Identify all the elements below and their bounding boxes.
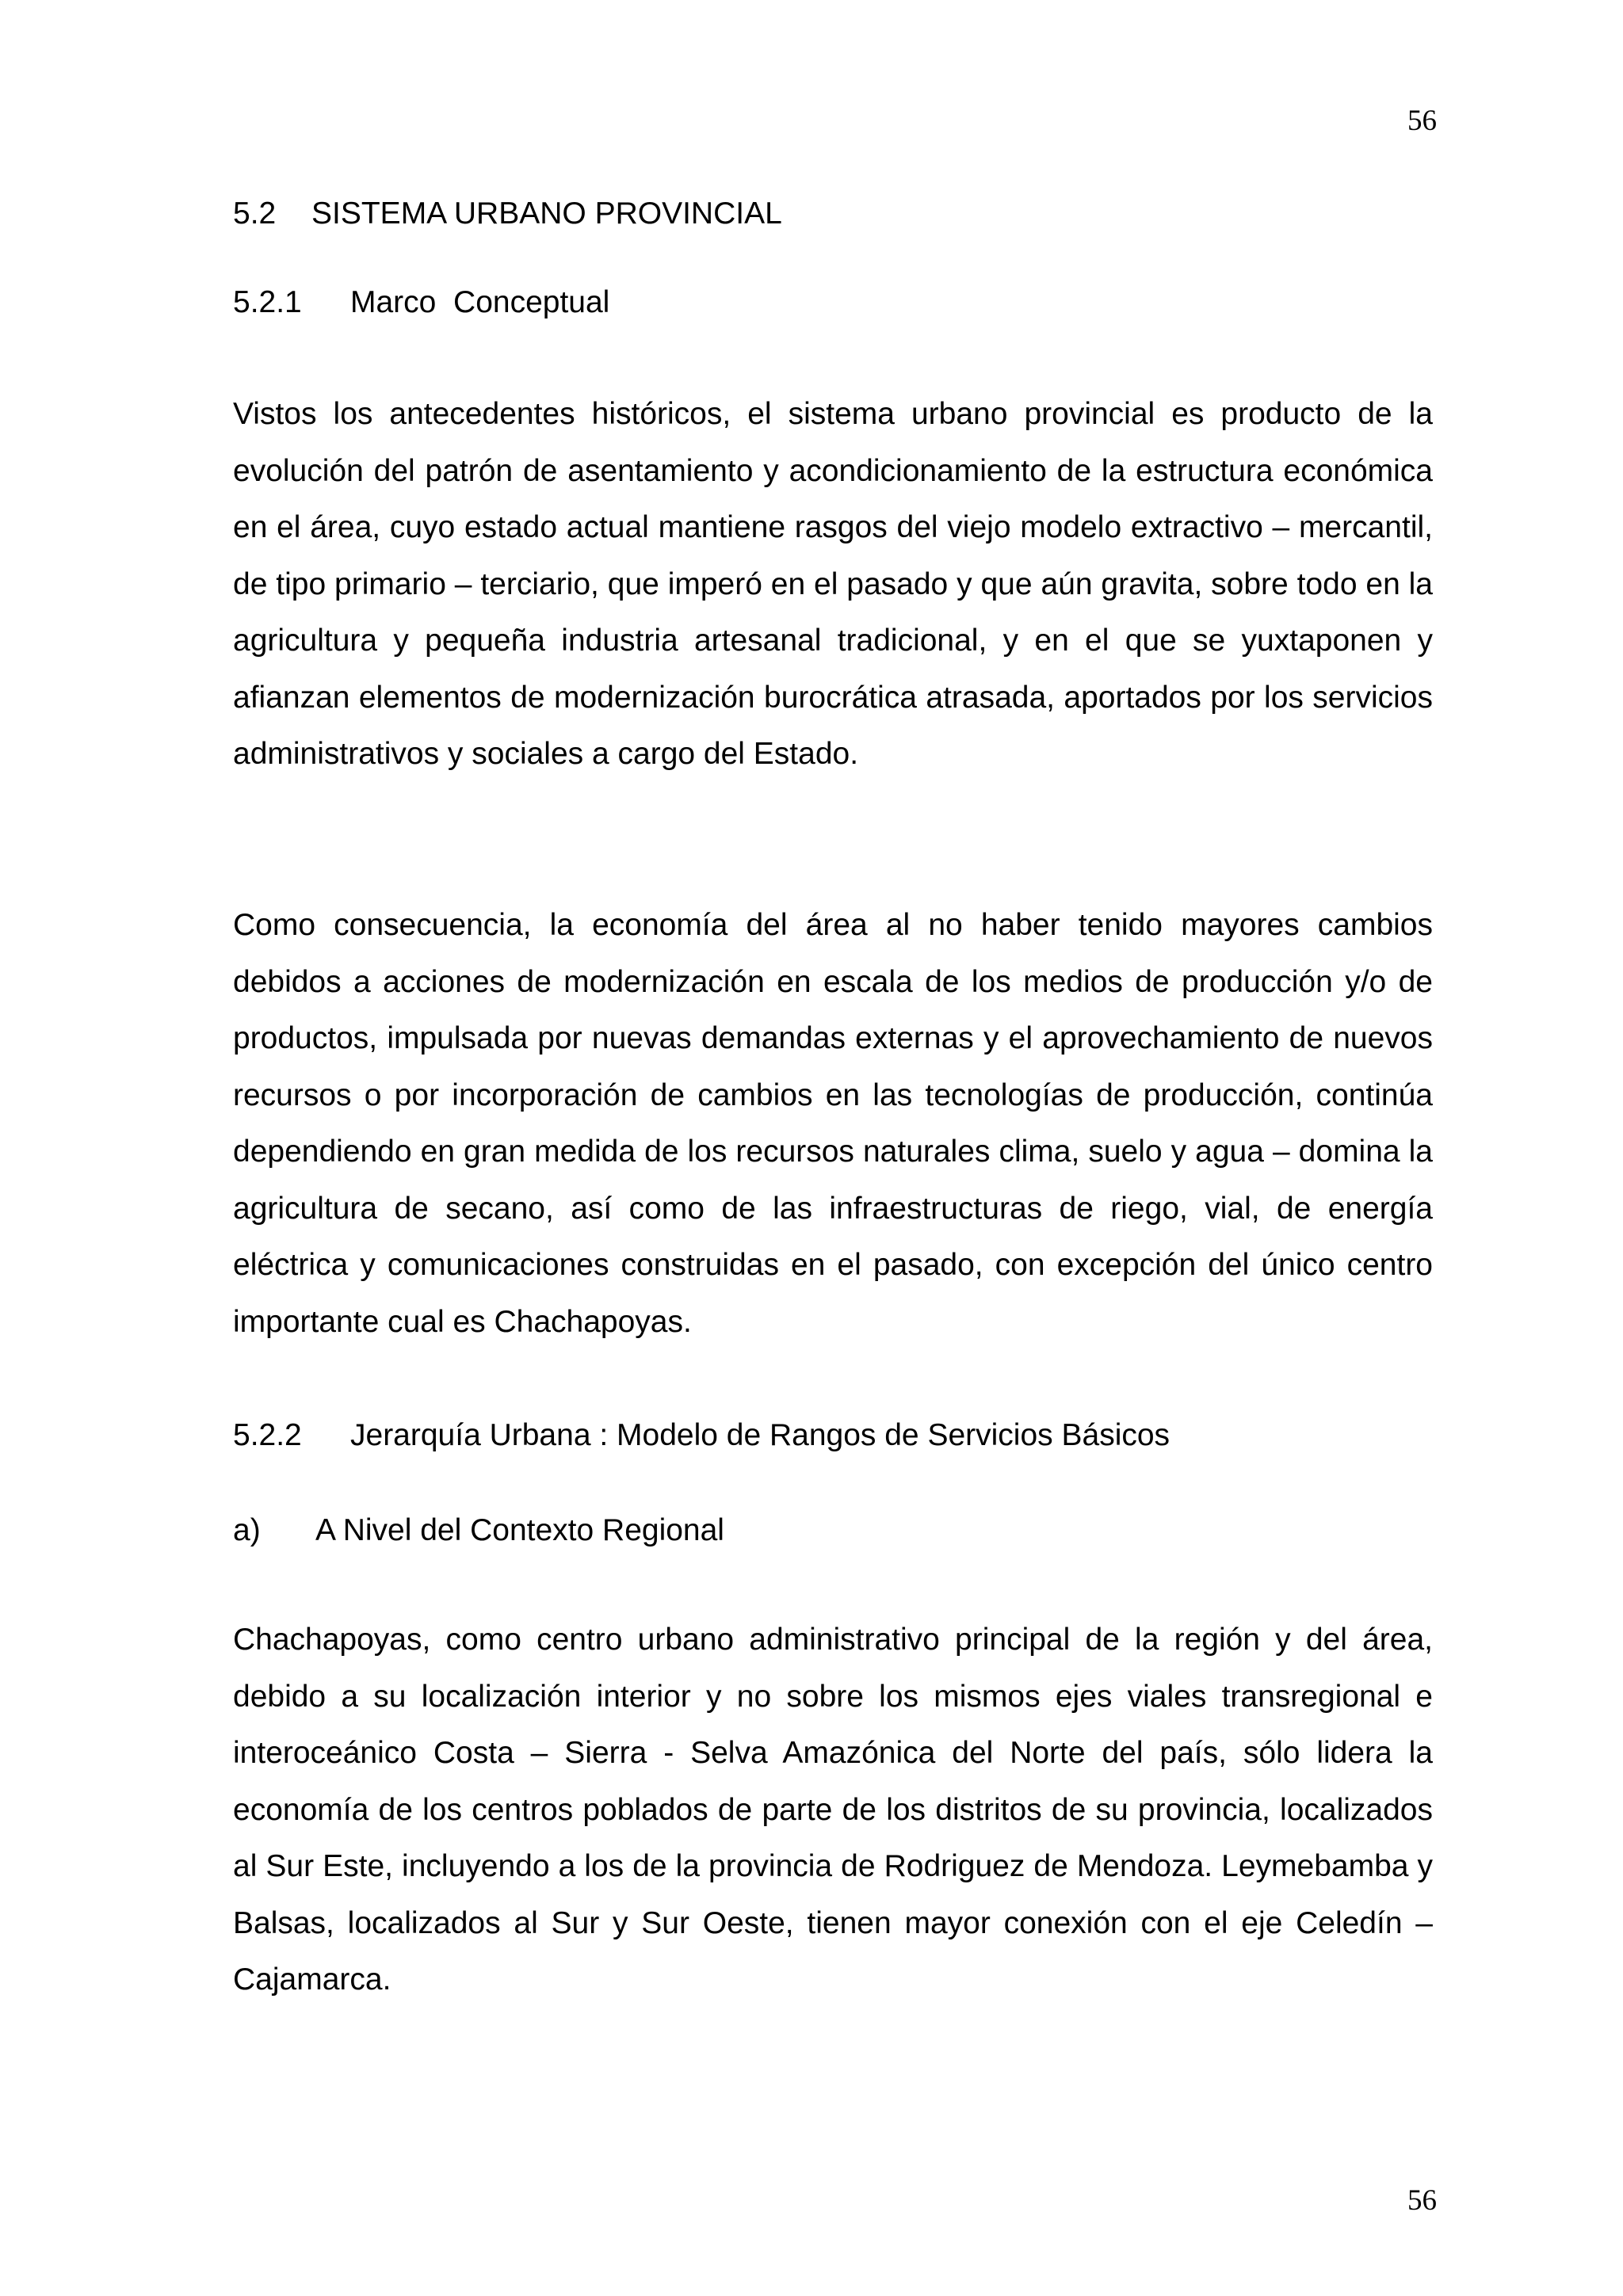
section-heading-5-2-1 xyxy=(233,287,609,318)
section-title: Jerarquía Urbana : Modelo de Rangos de Servicios Básicos xyxy=(350,1418,1170,1452)
section-number: 5.2.1 xyxy=(233,285,302,319)
subsection-title: A Nivel del Contexto Regional xyxy=(315,1513,724,1547)
section-heading-5-2 xyxy=(233,198,782,229)
paragraph-consecuencia: Como consecuencia, la economía del área al no haber tenido mayores cambios debidos a acciones de modernización en escala de los medios de producción y/o de productos, impulsada por nuevas demandas externas y el aprovechamiento de nuevos recursos o por incorporación de cambios en las tecnologías de producción, continúa dependiendo en gran medida de los recursos naturales clima, suelo y agua – domina la agricultura de secano, así como de las infraestructuras de riego, vial, de energía eléctrica y comunicaciones construidas en el pasado, con excepción del único centro importante cual es Chachapoyas. xyxy=(233,908,1433,1339)
section-title: Marco Conceptual xyxy=(350,285,610,319)
section-number: 5.2.2 xyxy=(233,1418,302,1452)
section-number: 5.2 xyxy=(233,196,277,231)
paragraph-antecedentes: Vistos los antecedentes históricos, el sistema urbano provincial es producto de la evolución del patrón de asentamiento y acondicionamiento de la estructura económica en el área, cuyo estado actual mantiene rasgos del viejo modelo extractivo – mercantil, de tipo primario – terciario, que imperó en el pasado y que aún gravita, sobre todo en la agricultura y pequeña industria artesanal tradicional, y en el que se yuxtaponen y afianzan elementos de modernización burocrática atrasada, aportados por los servicios administrativos y sociales a cargo del Estado. xyxy=(233,397,1433,771)
section-title: SISTEMA URBANO PROVINCIAL xyxy=(311,196,782,231)
page-number-top: 56 xyxy=(1407,105,1437,137)
page-number-bottom: 56 xyxy=(1407,2184,1437,2217)
section-heading-5-2-2 xyxy=(233,1420,1170,1451)
subsection-heading-a xyxy=(233,1515,724,1546)
subsection-letter: a) xyxy=(233,1513,261,1547)
paragraph-chachapoyas: Chachapoyas, como centro urbano administrativo principal de la región y del área, debido a su localización interior y no sobre los mismos ejes viales transregional e interoceánico Costa – Sierra - Selva Amazónica del Norte del país, sólo lidera la economía de los centros poblados de parte de los distritos de su provincia, localizados al Sur Este, incluyendo a los de la provincia de Rodriguez de Mendoza. Leymebamba y Balsas, localizados al Sur y Sur Oeste, tienen mayor conexión con el eje Celedín – Cajamarca. xyxy=(233,1623,1433,1997)
